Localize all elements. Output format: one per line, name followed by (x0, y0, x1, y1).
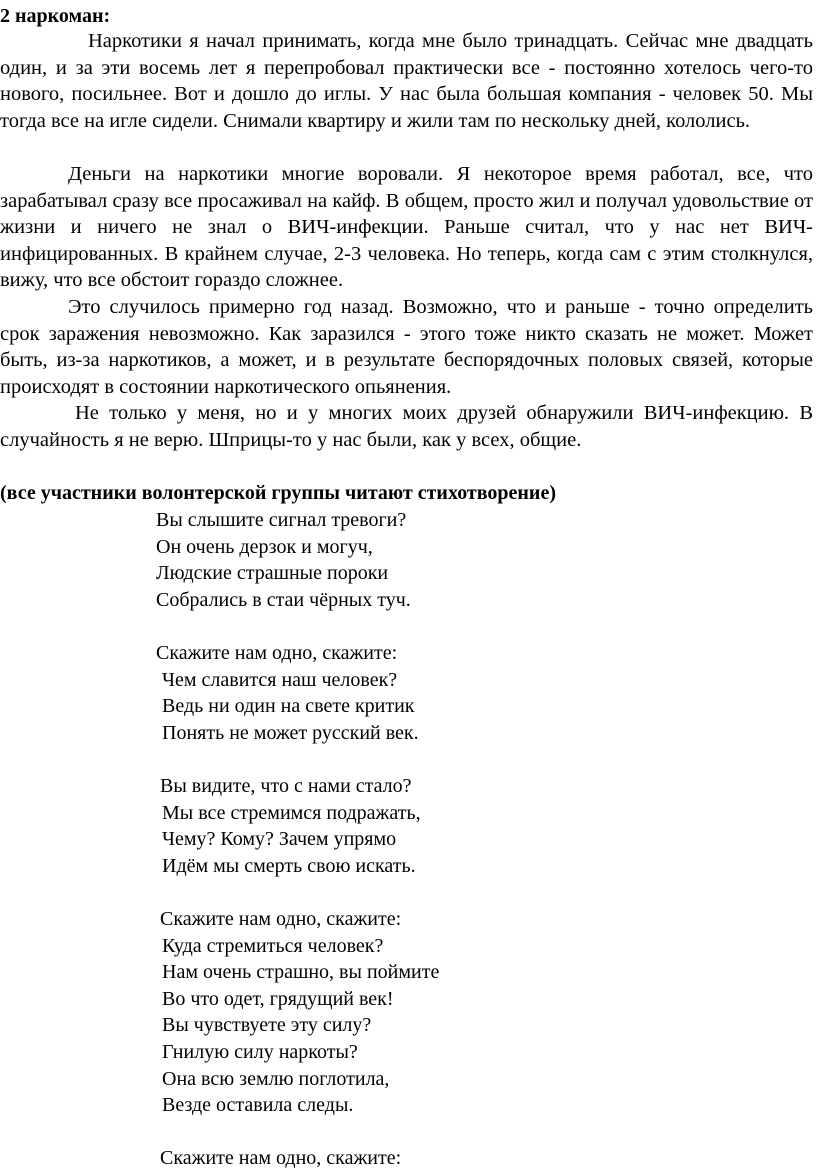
poem-line: Скажите нам одно, скажите: (156, 642, 398, 664)
poem-line: Она всю землю поглотила, (162, 1067, 390, 1090)
poem-line: Во что одет, грядущий век! (162, 987, 394, 1010)
poem-line: Собрались в стаи чёрных туч. (156, 588, 411, 611)
poem-line: Вы чувствуете эту силу? (162, 1014, 372, 1037)
poem-line: Куда стремиться человек? (162, 934, 384, 957)
paragraph-text: Деньги на наркотики многие воровали. Я некоторое время работал, все, что зарабатывал сразу все просаживал на кайф. В общем, просто жил и получал удовольствие от жизни и ничего не знал о ВИЧ-инфекции. Раньше считал, что у нас нет ВИЧ-инфицированных. В крайнем случае, 2-3 человека. Но теперь, когда сам с этим столкнулся, вижу, что все обстоит гораздо сложнее. (0, 163, 813, 292)
poem-line: Скажите нам одно, скажите: (160, 1147, 402, 1169)
poem-stanza (156, 1145, 401, 1172)
paragraph-text: Это случилось примерно год назад. Возможно, что и раньше - точно определить срок заражения невозможно. Как заразился - этого тоже никто сказать не может. Может быть, из-за наркотиков, а может, и в результате беспорядочных половых связей, которые происходят в состоянии наркотического опьянения. (0, 296, 813, 398)
poem-line: Он очень дерзок и могуч, (156, 535, 373, 558)
poem-line: Вы слышите сигнал тревоги? (156, 509, 407, 531)
poem-line: Чем славится наш человек? (162, 668, 398, 691)
poem-line: Скажите нам одно, скажите: (160, 908, 402, 930)
monologue-paragraph (0, 294, 813, 400)
monologue-paragraph (0, 161, 813, 294)
paragraph-text: Наркотики я начал принимать, когда мне было тринадцать. Сейчас мне двадцать один, и за эти восемь лет я перепробовал практически все - постоянно хотелось чего-то нового, посильнее. Вот и дошло до иглы. У нас была большая компания - человек 50. Мы тогда все на игле сидели. Снимали квартиру и жили там по нескольку дней, кололись. (0, 30, 813, 132)
poem-stanza (156, 507, 411, 613)
monologue-paragraph (0, 28, 813, 134)
paragraph-text: Не только у меня, но и у многих моих друзей обнаружили ВИЧ-инфекцию. В случайность я не верю. Шприцы-то у нас были, как у всех, общие. (0, 402, 813, 451)
stage-direction: (все участники волонтерской группы читают стихотворение) (0, 482, 556, 504)
poem-line: Идём мы смерть свою искать. (162, 854, 416, 877)
poem-line: Ведь ни один на свете критик (162, 695, 415, 718)
poem-line: Везде оставила следы. (162, 1094, 354, 1117)
poem-stanza (156, 773, 421, 879)
monologue-paragraph (0, 400, 813, 453)
poem-stanza (156, 906, 439, 1119)
poem-line: Нам очень страшно, вы поймите (162, 961, 440, 984)
poem-line: Понять не может русский век. (162, 721, 419, 744)
poem-line: Людские страшные пороки (156, 562, 389, 585)
poem-stanza (156, 640, 419, 746)
poem-line: Вы видите, что с нами стало? (160, 775, 412, 797)
poem-line: Гнилую силу наркоты? (162, 1040, 358, 1063)
poem-line: Чему? Кому? Зачем упрямо (162, 828, 397, 851)
poem-line: Мы все стремимся подражать, (162, 801, 421, 824)
speaker-heading: 2 наркоман: (0, 5, 111, 27)
